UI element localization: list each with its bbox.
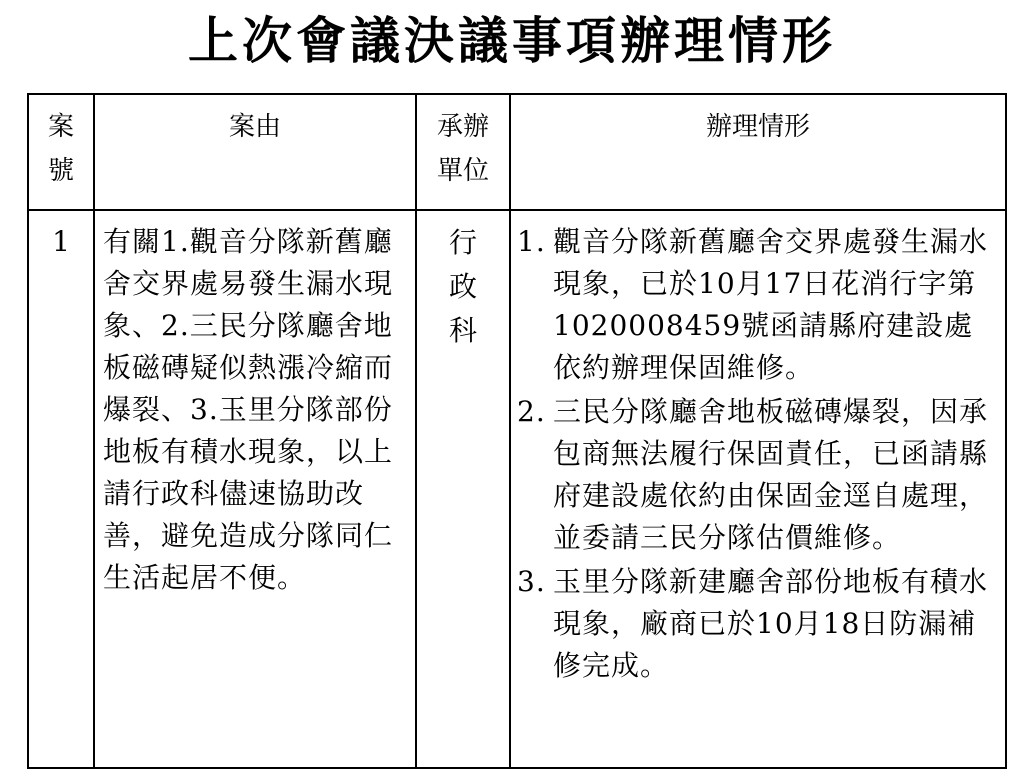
status-marker: 2. bbox=[517, 395, 546, 428]
status-item bbox=[517, 391, 999, 559]
header-status: 辦理情形 bbox=[510, 94, 1006, 210]
resolution-table bbox=[27, 93, 1007, 769]
status-marker: 3. bbox=[517, 565, 546, 598]
status-text: 玉里分隊新建廳舍部份地板有積水現象，廠商已於10月18日防漏補修完成。 bbox=[553, 565, 989, 682]
table-header-row bbox=[28, 94, 1006, 210]
status-marker: 1. bbox=[517, 225, 546, 258]
case-reason: 有關1.觀音分隊新舊廳舍交界處易發生漏水現象、2.三民分隊廳舍地板磁磚疑似熱漲冷縮而爆裂、3.玉里分隊部份地板有積水現象，以上請行政科儘速協助改善，避免造成分隊同仁生活起居不便。 bbox=[94, 210, 416, 768]
status-item bbox=[517, 221, 999, 389]
header-number: 案號 bbox=[28, 94, 94, 210]
table-row bbox=[28, 210, 1006, 768]
header-reason: 案由 bbox=[94, 94, 416, 210]
handling-unit: 行政科 bbox=[416, 210, 510, 768]
status-item bbox=[517, 561, 999, 687]
header-unit: 承辦單位 bbox=[416, 94, 510, 210]
status-text: 觀音分隊新舊廳舍交界處發生漏水現象，已於10月17日花消行字第1020008459號函請縣府建設處依約辦理保固維修。 bbox=[553, 225, 989, 384]
status-text: 三民分隊廳舍地板磁磚爆裂，因承包商無法履行保固責任，已函請縣府建設處依約由保固金逕自處理，並委請三民分隊估價維修。 bbox=[553, 395, 989, 554]
case-number: 1 bbox=[28, 210, 94, 768]
handling-status bbox=[510, 210, 1006, 768]
status-list bbox=[517, 221, 999, 687]
page-title: 上次會議決議事項辦理情形 bbox=[188, 11, 836, 70]
